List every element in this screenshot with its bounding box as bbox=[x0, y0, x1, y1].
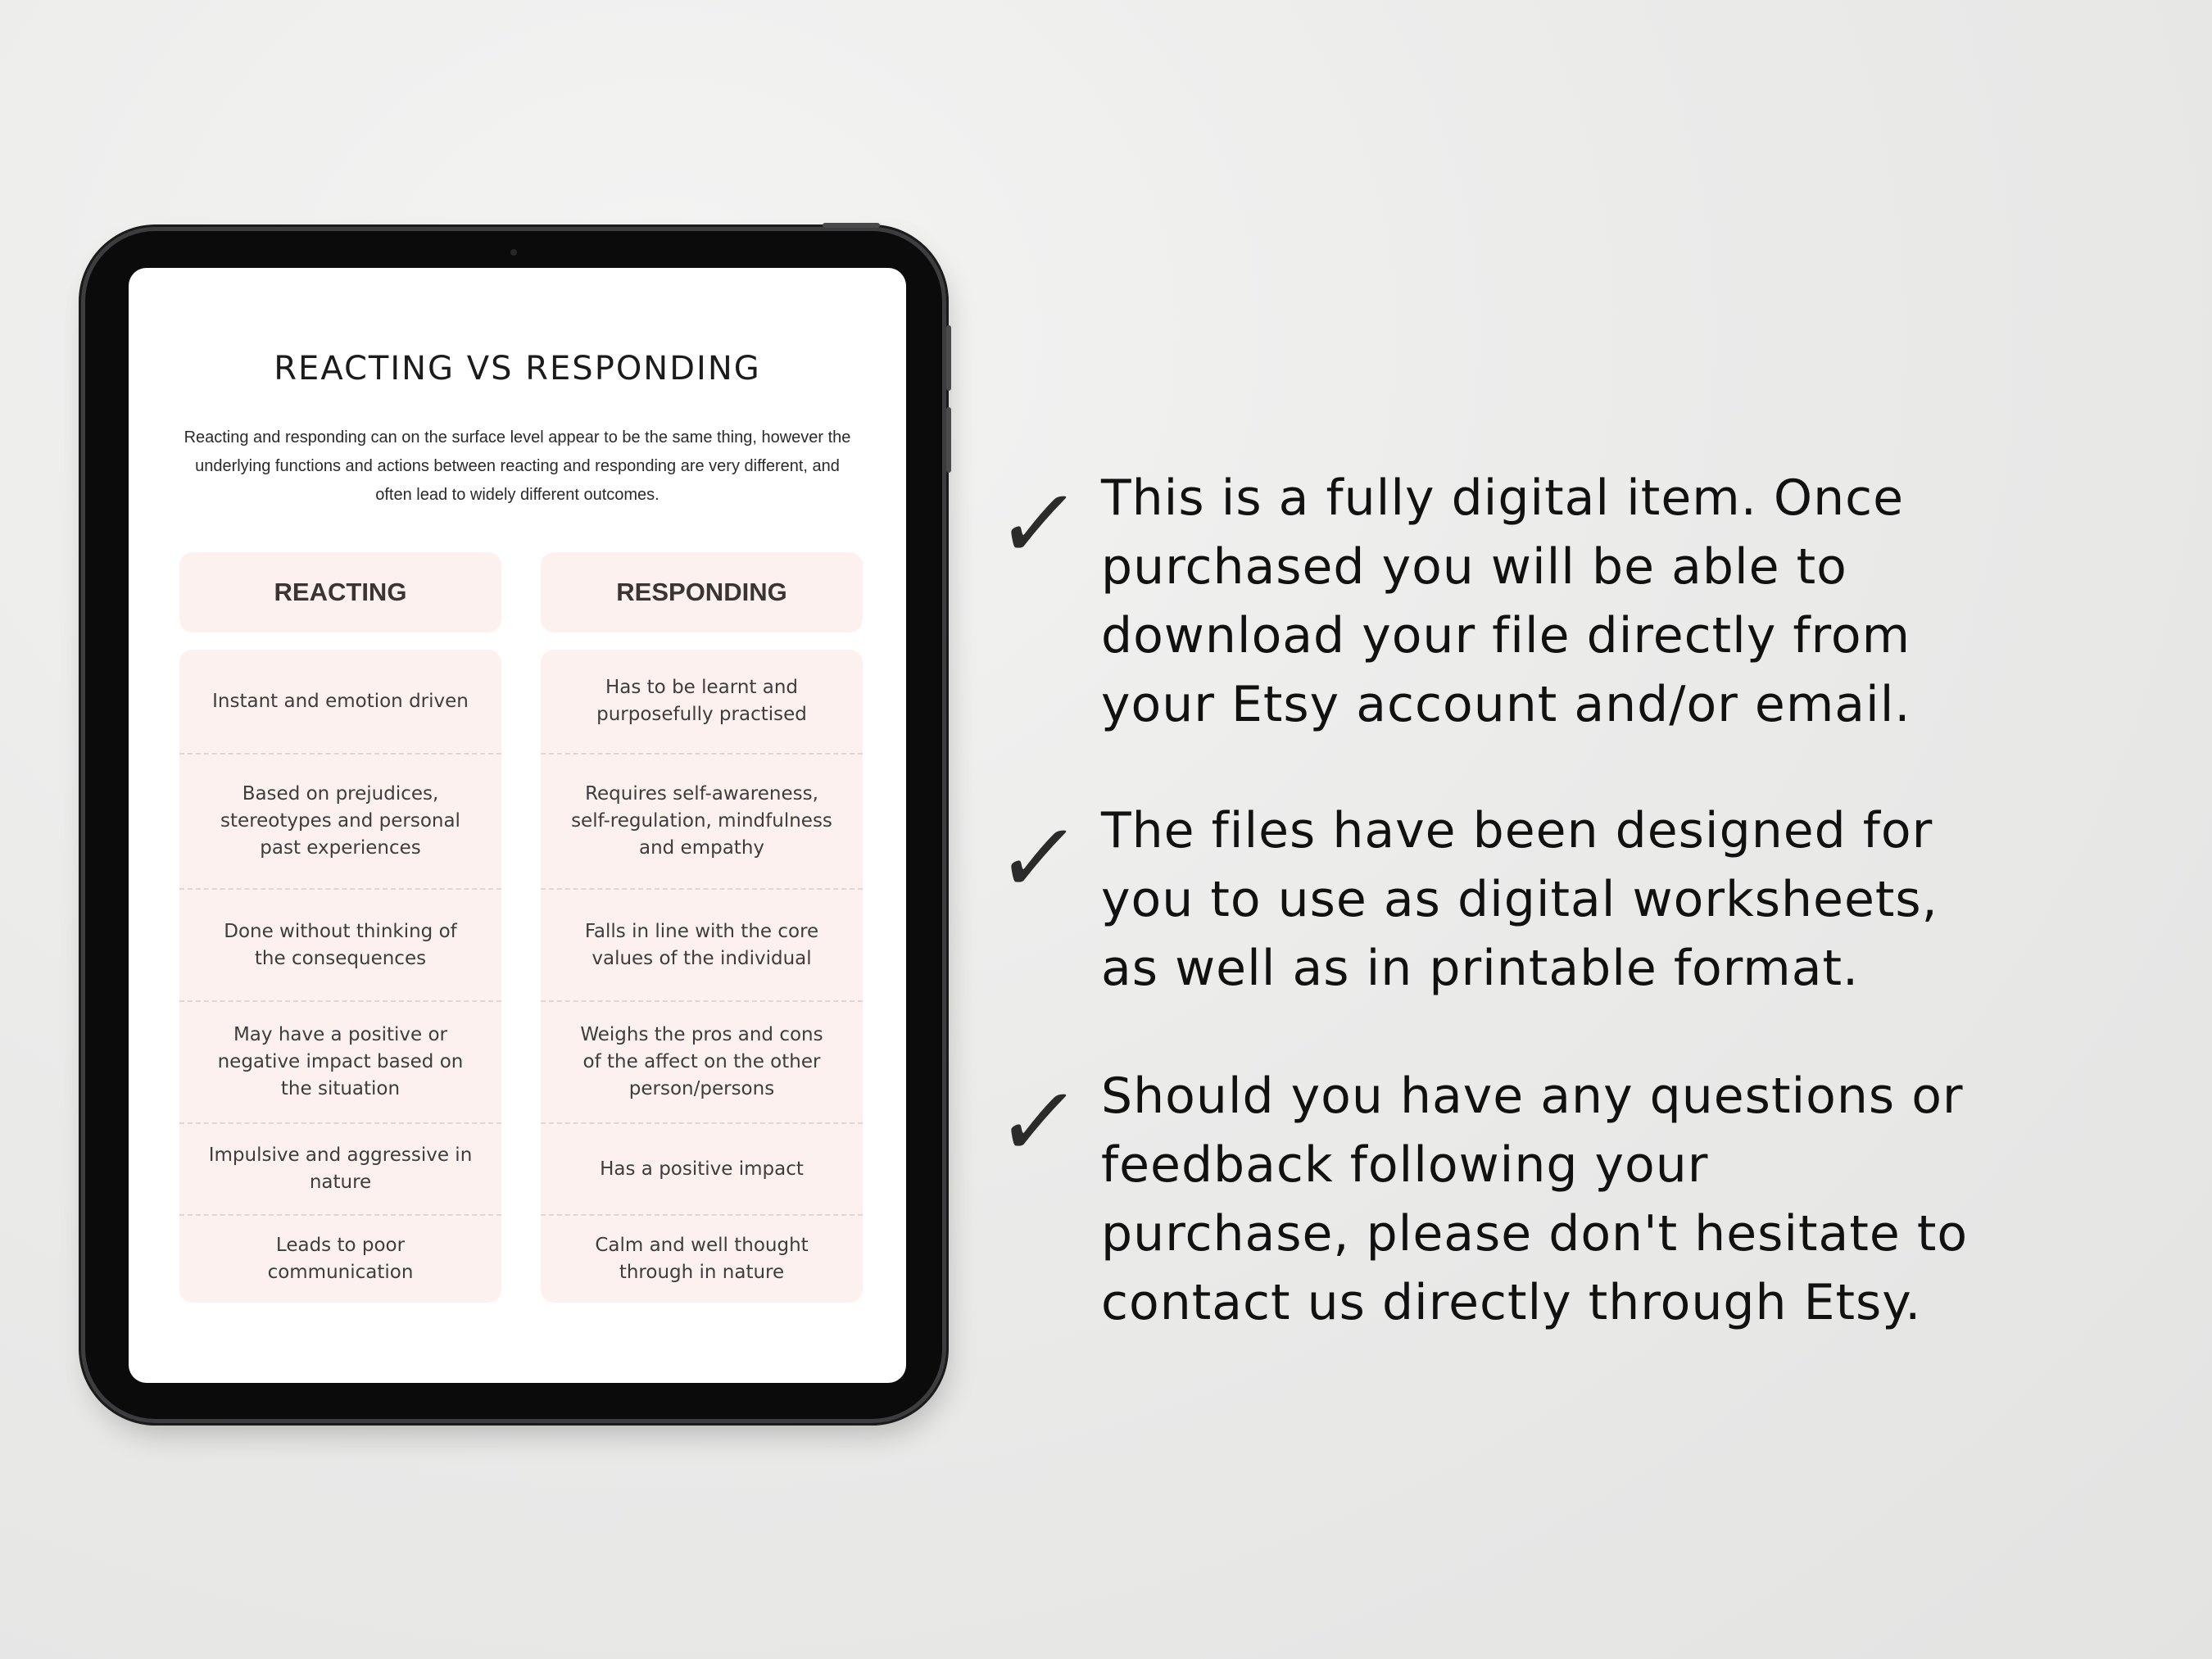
responding-item: Requires self-awareness, self-regulation, mindfulness and empathy bbox=[541, 755, 863, 890]
feature-text: This is a fully digital item. Once purchased you will be able to download your file directly from your Etsy account and/or email. bbox=[1101, 469, 1911, 733]
reacting-list bbox=[179, 650, 501, 1303]
check-mark-icon: ✓ bbox=[990, 467, 1087, 580]
reacting-column bbox=[179, 552, 501, 1303]
responding-item: Falls in line with the core values of the individual bbox=[541, 890, 863, 1002]
check-mark-icon: ✓ bbox=[990, 801, 1087, 914]
feature-text: The files have been designed for you to use as digital worksheets, as well as in printable format. bbox=[1101, 802, 1938, 997]
tablet-screen bbox=[129, 268, 906, 1383]
tablet-device bbox=[85, 231, 942, 1419]
reacting-item: Done without thinking of the consequences bbox=[179, 890, 501, 1002]
responding-item: Has a positive impact bbox=[541, 1124, 863, 1216]
tablet-volume-down-button bbox=[946, 407, 951, 473]
tablet-power-button bbox=[823, 223, 880, 228]
responding-list bbox=[541, 650, 863, 1303]
worksheet-intro: Reacting and responding can on the surface level appear to be the same thing, however the underlying functions and actions between reacting and responding are very different, and often lead to widely different outcomes. bbox=[184, 428, 851, 504]
check-mark-icon: ✓ bbox=[990, 1065, 1087, 1178]
reacting-item: Instant and emotion driven bbox=[179, 650, 501, 755]
feature-text: Should you have any questions or feedback following your purchase, please don't hesitate to contact us directly through Etsy. bbox=[1101, 1067, 1969, 1331]
reacting-item: May have a positive or negative impact based on the situation bbox=[179, 1002, 501, 1124]
reacting-item: Based on prejudices, stereotypes and personal past experiences bbox=[179, 755, 501, 890]
responding-item: Calm and well thought through in nature bbox=[595, 1235, 809, 1283]
responding-header: RESPONDING bbox=[541, 552, 863, 632]
reacting-item: Leads to poor communication bbox=[267, 1235, 414, 1283]
worksheet-title: REACTING VS RESPONDING bbox=[274, 350, 761, 388]
responding-item: Has to be learnt and purposefully practised bbox=[541, 650, 863, 755]
reacting-item: Impulsive and aggressive in nature bbox=[179, 1124, 501, 1216]
responding-column bbox=[541, 552, 863, 1303]
tablet-volume-up-button bbox=[946, 325, 951, 391]
responding-item: Weighs the pros and cons of the affect on the other person/persons bbox=[541, 1002, 863, 1124]
tablet-camera bbox=[510, 249, 517, 256]
reacting-header: REACTING bbox=[179, 552, 501, 632]
